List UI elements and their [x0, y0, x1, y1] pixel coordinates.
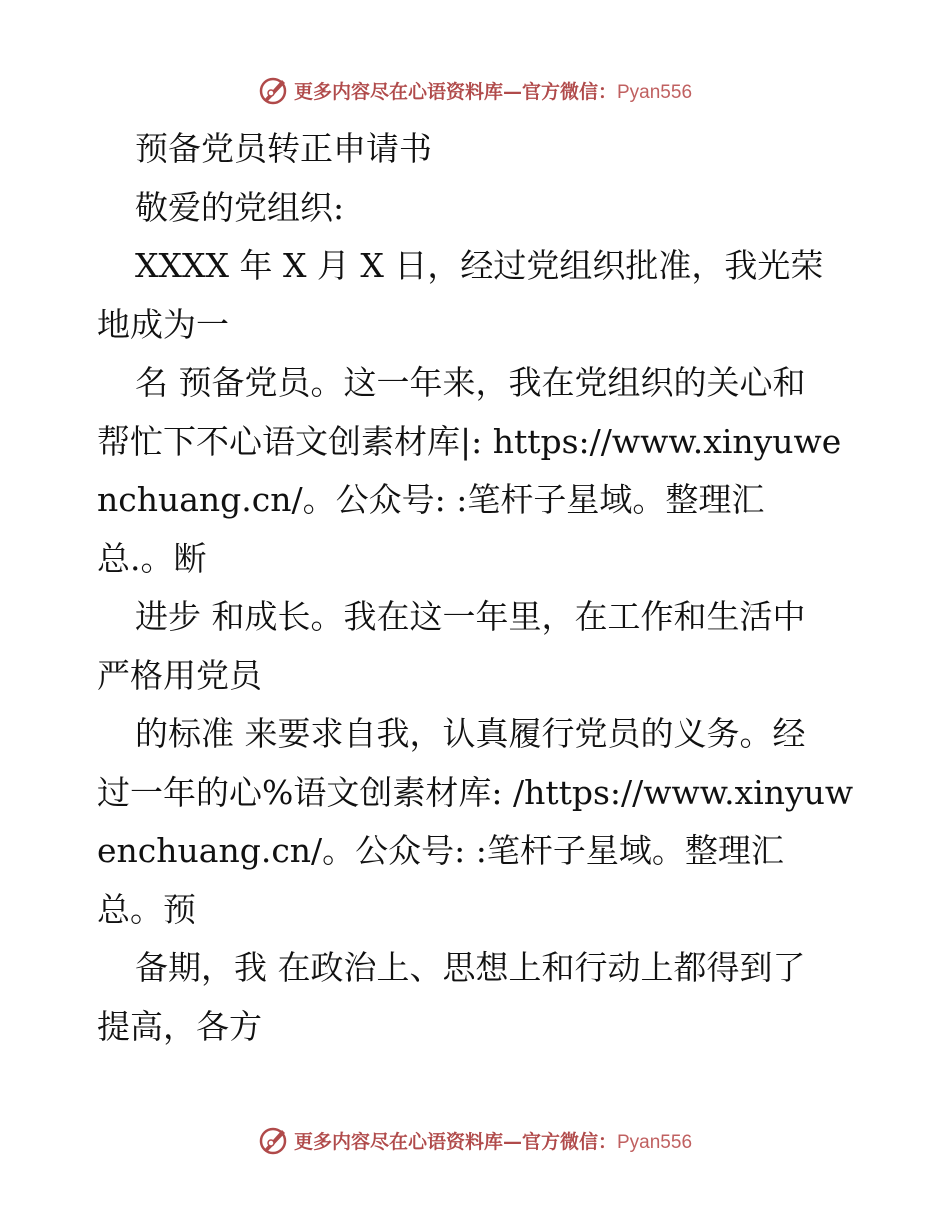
document-line: 的标准 来要求自我，认真履行党员的义务。经	[135, 714, 806, 753]
document-line: 总。预	[97, 889, 196, 929]
document-line: 预备党员转正申请书	[135, 129, 432, 168]
banner-label: 更多内容尽在心语资料库—官方微信：Pyan556	[293, 80, 693, 103]
document-line: enchuang.cn/。公众号: :笔杆子星域。整理汇	[97, 831, 784, 870]
document-line: 地成为一	[97, 304, 229, 344]
document-line: 严格用党员	[97, 655, 262, 695]
document-line: 提高，各方	[97, 1006, 262, 1046]
document-line: 名 预备党员。这一年来，我在党组织的关心和	[135, 363, 806, 402]
document-line: 帮忙下不心语文创素材库|: https://www.xinyuwe	[97, 421, 842, 461]
quill-circle-logo-icon	[258, 74, 290, 106]
document-line: XXXX 年 X 月 X 日，经过党组织批准，我光荣	[135, 246, 824, 285]
footer-banner	[0, 1120, 950, 1160]
document-line: 总.。断	[97, 538, 207, 578]
document-line: 进步 和成长。我在这一年里，在工作和生活中	[135, 597, 806, 636]
banner-label: 更多内容尽在心语资料库—官方微信：Pyan556	[293, 1130, 693, 1153]
quill-circle-logo-icon	[258, 1124, 290, 1156]
wechat-id: Pyan556	[617, 1131, 693, 1153]
document-line: 敬爱的党组织:	[135, 187, 345, 227]
document-line: nchuang.cn/。公众号: :笔杆子星域。整理汇	[97, 480, 765, 519]
document-line: 备期，我 在政治上、思想上和行动上都得到了	[135, 948, 806, 987]
wechat-id: Pyan556	[617, 81, 693, 103]
document-line: 过一年的心%语文创素材库: /https://www.xinyuw	[97, 772, 854, 812]
header-banner	[0, 70, 950, 110]
document-body	[97, 120, 867, 1056]
